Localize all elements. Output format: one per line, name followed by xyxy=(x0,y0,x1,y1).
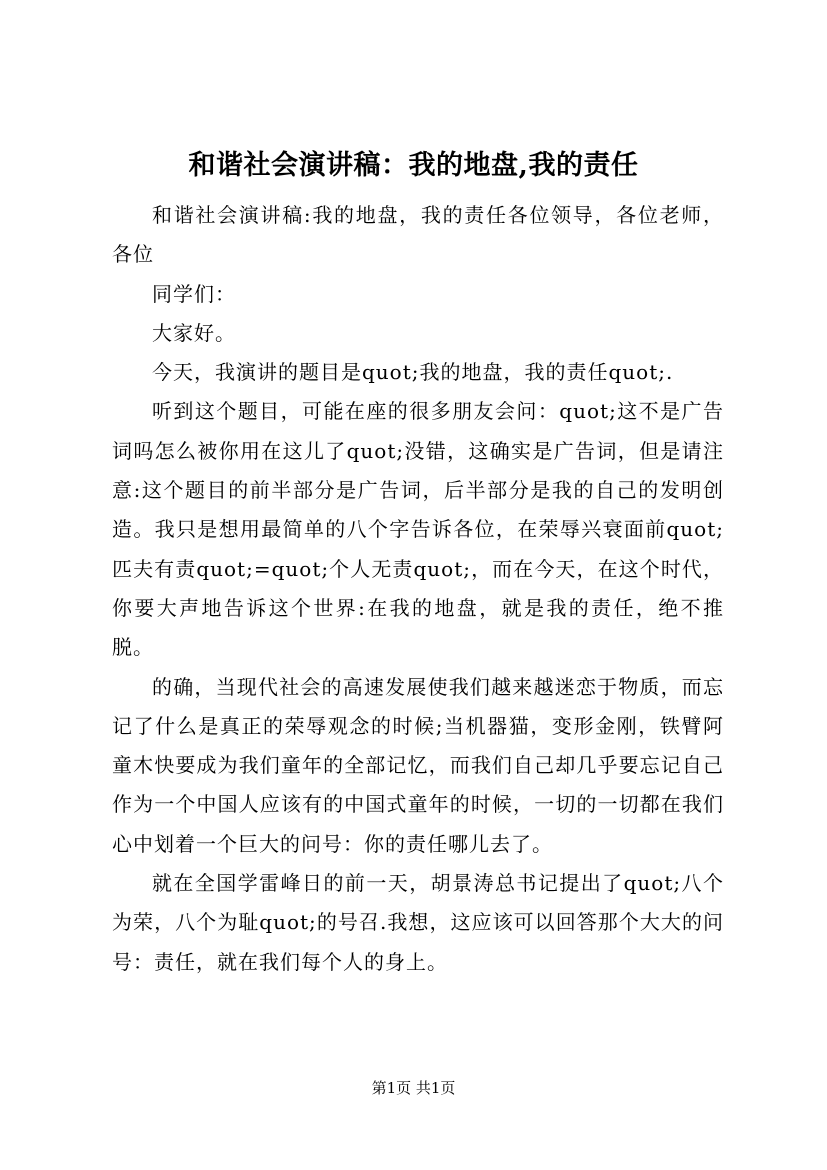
paragraph-1: 和谐社会演讲稿:我的地盘，我的责任各位领导，各位老师，各位 xyxy=(112,203,724,267)
paragraph-3: 大家好。 xyxy=(152,320,236,345)
page-number-footer: 第1页 共1页 xyxy=(371,1079,456,1097)
paragraph-4: 今天，我演讲的题目是quot;我的地盘，我的责任quot;. xyxy=(152,360,674,385)
paragraph-5: 听到这个题目，可能在座的很多朋友会问：quot;这不是广告词吗怎么被你用在这儿了quot;没错，这确实是广告词，但是请注意:这个题目的前半部分是广告词，后半部分是我的自己的发明创造。我只是想用最简单的八个字告诉各位，在荣辱兴衰面前quot;匹夫有责quot;=quot;个人无责quot;，而在今天，在这个时代，你要大声地告诉这个世界:在我的地盘，就是我的责任，绝不推脱。 xyxy=(112,399,724,660)
paragraph-6: 的确，当现代社会的高速发展使我们越来越迷恋于物质，而忘记了什么是真正的荣辱观念的时候;当机器猫，变形金刚，铁臂阿童木快要成为我们童年的全部记忆，而我们自己却几乎要忘记自己作为一个中国人应该有的中国式童年的时候，一切的一切都在我们心中划着一个巨大的问号：你的责任哪儿去了。 xyxy=(112,674,724,856)
paragraph-2: 同学们： xyxy=(152,281,236,306)
paragraph-7: 就在全国学雷峰日的前一天，胡景涛总书记提出了quot;八个为荣，八个为耻quot;的号召.我想，这应该可以回答那个大大的问号：责任，就在我们每个人的身上。 xyxy=(112,871,724,974)
document-title: 和谐社会演讲稿：我的地盘,我的责任 xyxy=(188,150,639,181)
document-body xyxy=(112,196,724,982)
